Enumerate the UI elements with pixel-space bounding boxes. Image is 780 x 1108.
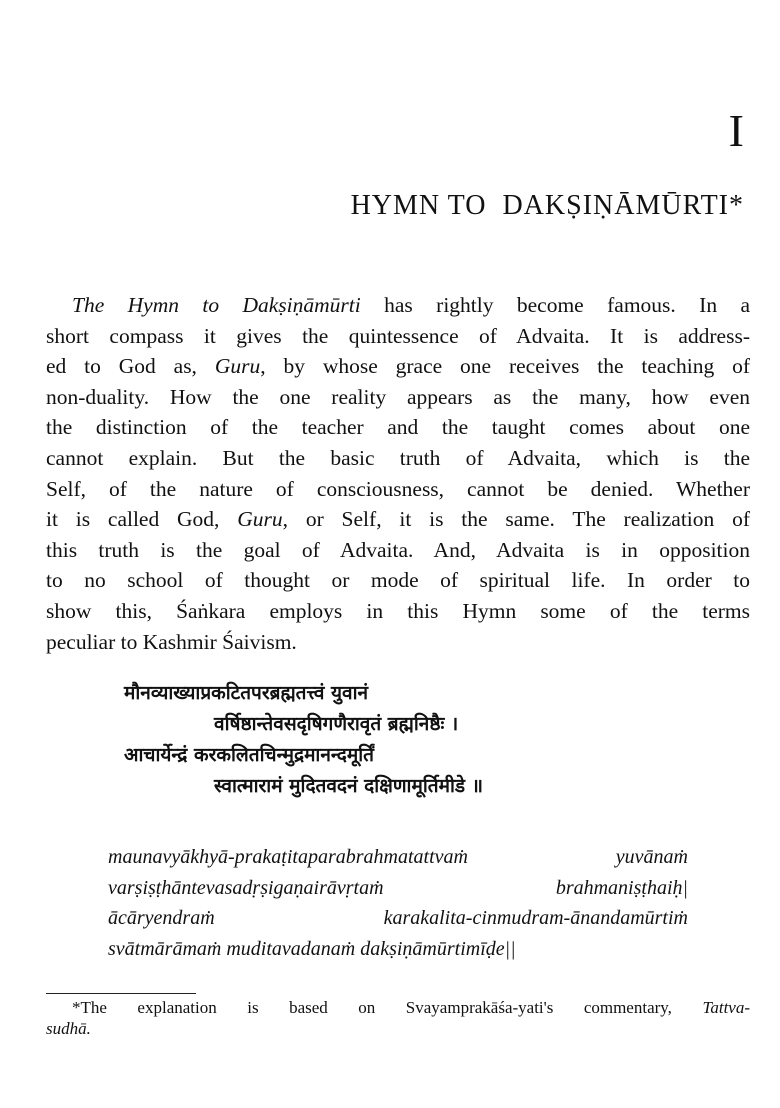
chapter-title-part2: DAKṢIṆĀMŪRTI* [502, 190, 744, 221]
intro-text: has rightly become famous. In a [360, 293, 750, 317]
intro-line: this truth is the goal of Advaita. And, Advaita is in opposition [46, 537, 750, 562]
footnote-line [46, 997, 750, 1018]
intro-line: to no school of thought or mode of spiritual life. In order to [46, 568, 750, 593]
verse-transliteration-line: svātmārāmaṁ muditavadanaṁ dakṣiṇāmūrtimīḍe|| [108, 937, 516, 960]
intro-text: it is called God, [46, 507, 238, 532]
footnote-line [46, 1018, 750, 1039]
chapter-number: I [728, 105, 744, 156]
verse-transliteration-line: varṣiṣṭhāntevasadṛṣigaṇairāvṛtaṁ brahmaniṣṭhaiḥ| [108, 876, 688, 899]
intro-line: short compass it gives the quintessence of Advaita. It is address- [46, 323, 750, 348]
guru-italic: Guru [237, 507, 283, 532]
verse-devanagari-line: मौनव्याख्याप्रकटितपरब्रह्मतत्त्वं युवानं [124, 682, 369, 704]
verse-devanagari-line: स्वात्मारामं मुदितवदनं दक्षिणामूर्तिमीडे ॥ [214, 775, 484, 797]
verse-transliteration [108, 842, 688, 964]
footnote-divider [46, 993, 196, 994]
footnote-italic: Tattva- [702, 998, 750, 1017]
verse-devanagari [124, 678, 483, 802]
intro-line: non-duality. How the one reality appears as the many, how even [46, 384, 750, 409]
guru-italic: Guru [214, 354, 261, 379]
hymn-title-italic: The Hymn to Dakṣiṇāmūrti [72, 293, 361, 317]
intro-text: ed to God as, [46, 354, 215, 379]
footnote-italic: sudhā. [46, 1019, 91, 1038]
verse-devanagari-line: आचार्येन्द्रं करकलितचिन्मुद्रमानन्दमूर्तिं [124, 744, 374, 766]
intro-line: peculiar to Kashmir Śaivism. [46, 629, 297, 654]
intro-line: show this, Śaṅkara employs in this Hymn some of the terms [46, 598, 750, 623]
chapter-title [351, 190, 744, 222]
intro-line: Self, of the nature of consciousness, cannot be denied. Whether [46, 476, 750, 501]
footnote [46, 997, 750, 1039]
intro-line [46, 504, 750, 535]
chapter-title-part1: HYMN TO [350, 190, 487, 221]
footnote-text: *The explanation is based on Svayamprakāśa-yati's commentary, [72, 998, 703, 1017]
intro-line: the distinction of the teacher and the taught comes about one [46, 415, 750, 440]
verse-devanagari-line: वर्षिष्ठान्तेवसदृषिगणैरावृतं ब्रह्मनिष्ठैः । [214, 713, 459, 735]
verse-transliteration-line: ācāryendraṁ karakalita-cinmudram-ānandamūrtiṁ [108, 907, 688, 929]
intro-line [46, 290, 750, 321]
intro-text: , or Self, it is the same. The realization of [282, 507, 750, 532]
intro-paragraph [46, 290, 750, 657]
intro-text: , by whose grace one receives the teaching of [260, 354, 750, 379]
intro-line: cannot explain. But the basic truth of Advaita, which is the [46, 445, 750, 470]
intro-line [46, 351, 750, 382]
verse-transliteration-line: maunavyākhyā-prakaṭitaparabrahmatattvaṁ yuvānaṁ [108, 846, 688, 868]
